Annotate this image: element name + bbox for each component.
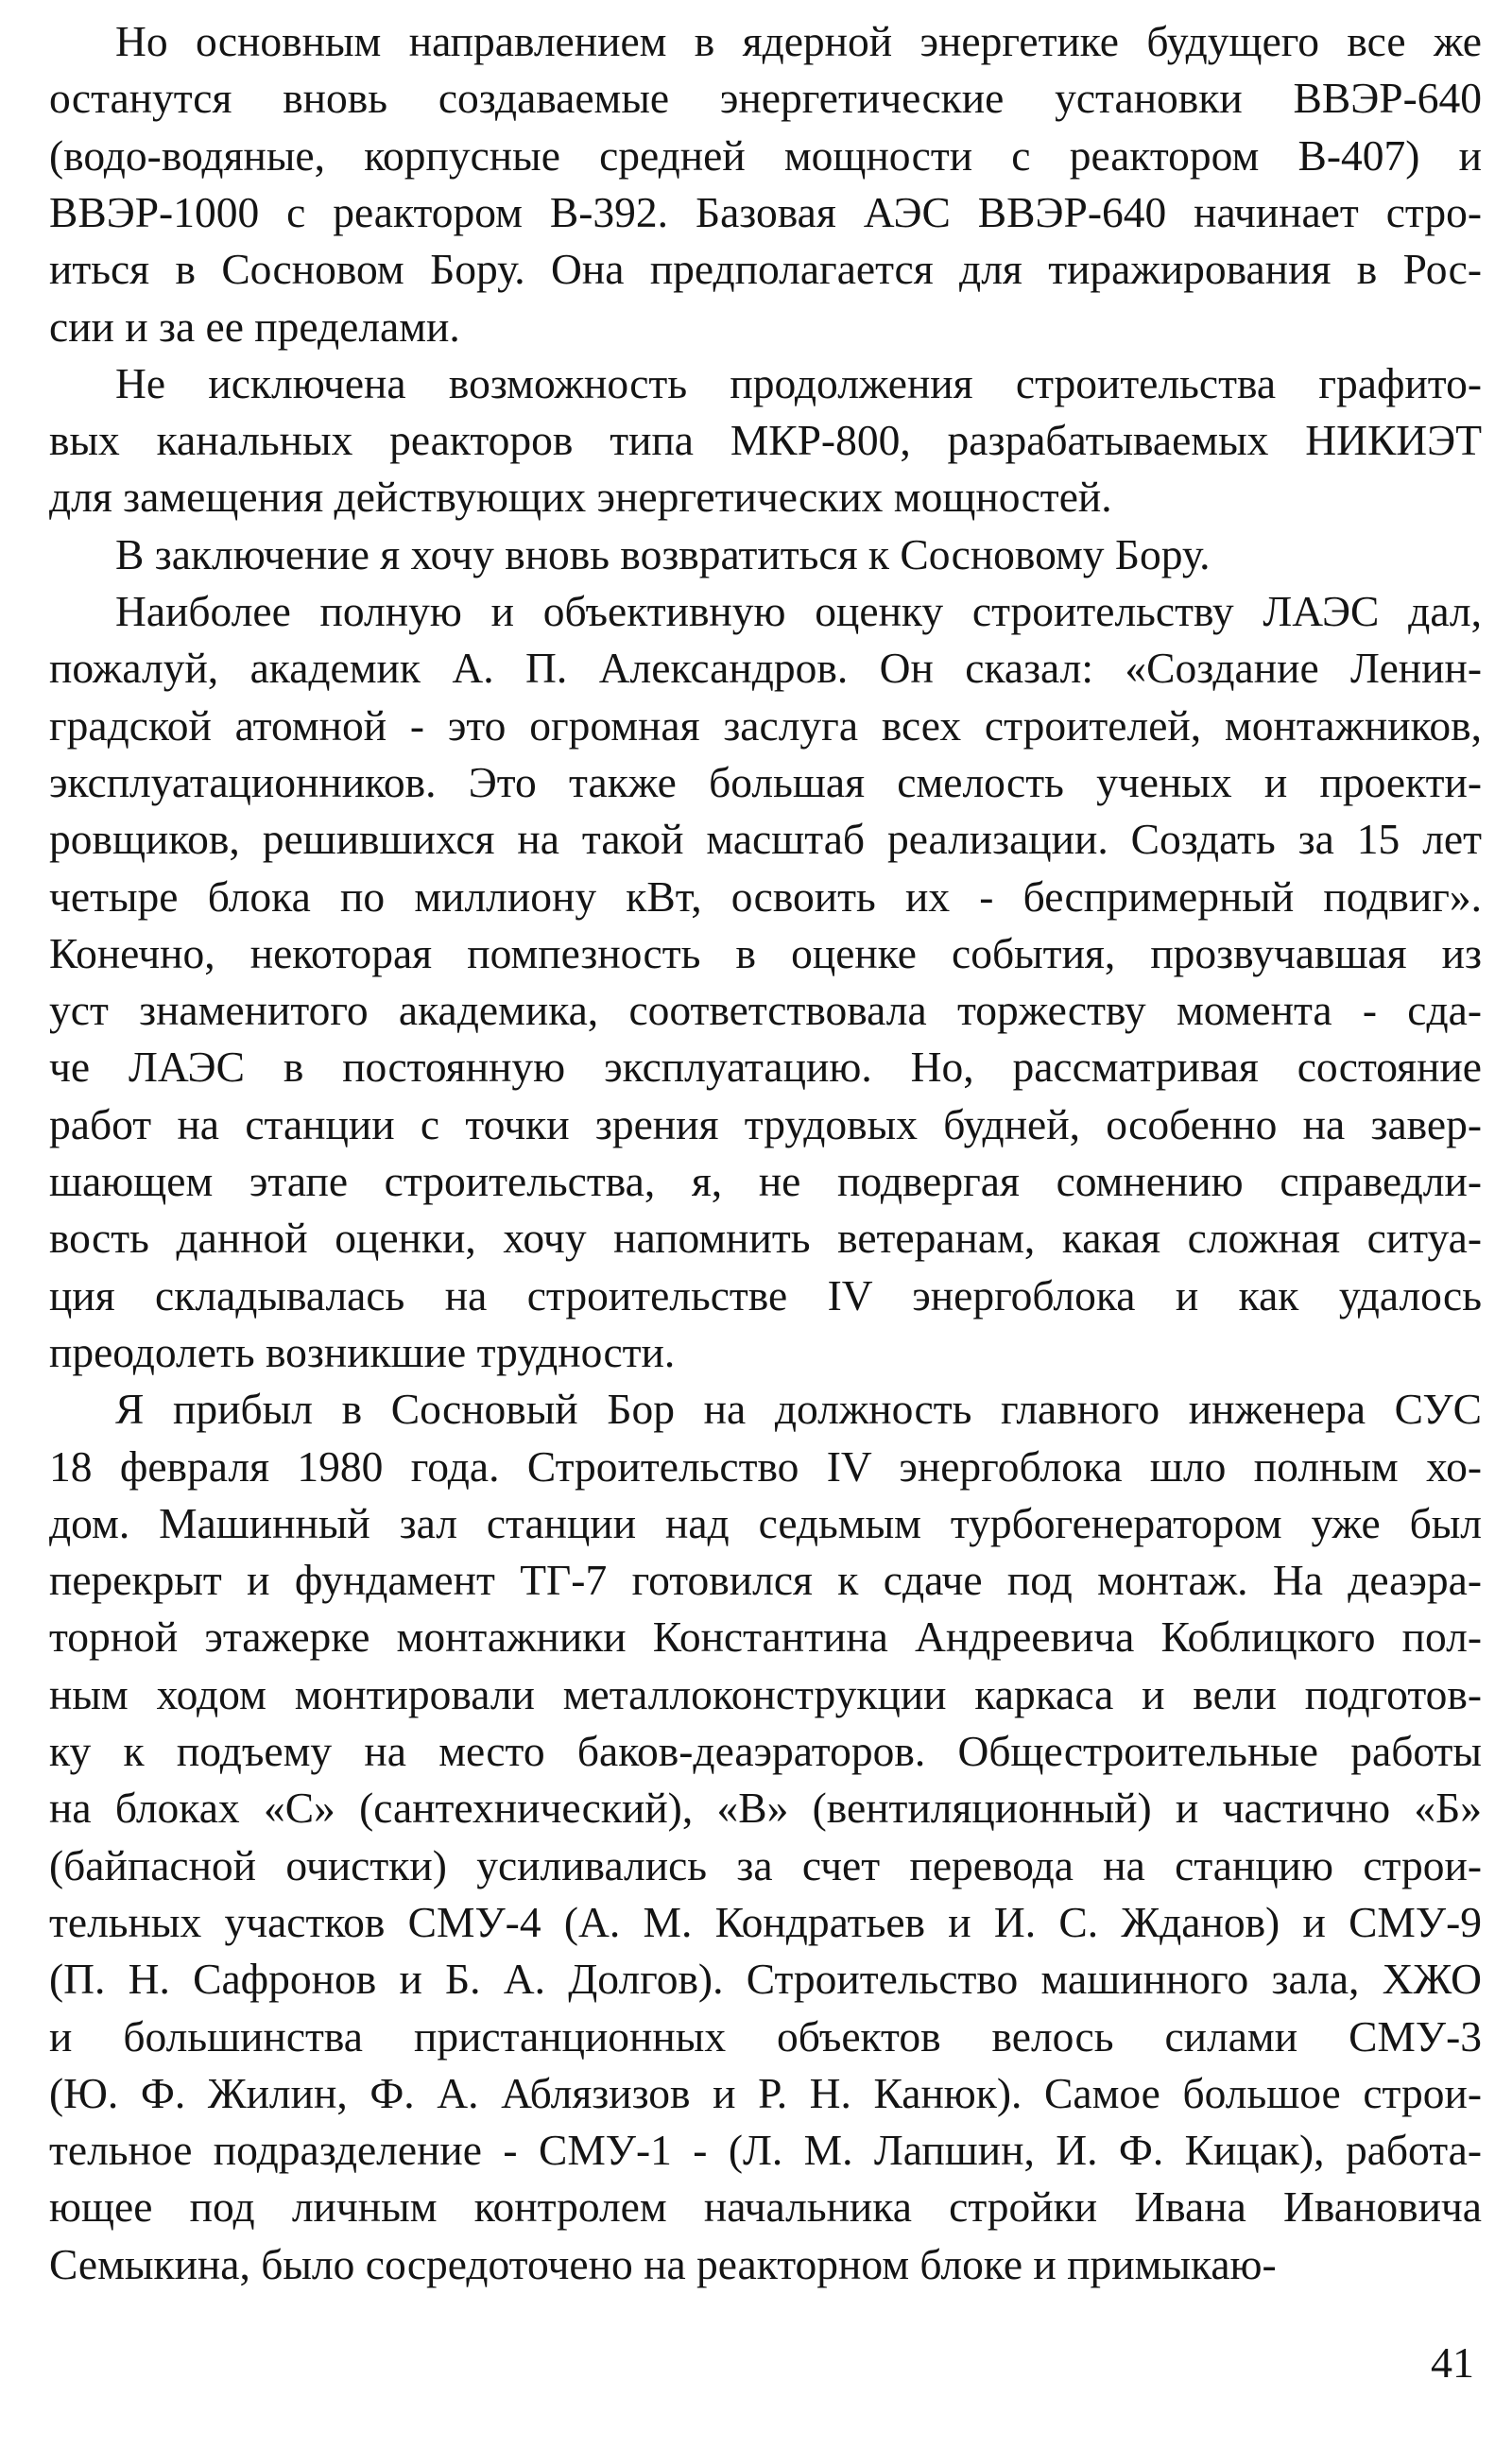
text-line: на блоках «С» (сантехнический), «В» (вентиляционный) и частично «Б» — [49, 1784, 1482, 1833]
text-line: ным ходом монтировали металлоконструкции каркаса и вели подготов- — [49, 1669, 1482, 1718]
text-line: Конечно, некоторая помпезность в оценке события, прозвучавшая из — [49, 928, 1482, 977]
text-line: 18 февраля 1980 года. Строительство IV энергоблока шло полным хо- — [49, 1441, 1482, 1491]
text-line: останутся вновь создаваемые энергетические установки ВВЭР-640 — [49, 74, 1482, 123]
text-line: ция складывалась на строительстве IV энергоблока и как удалось — [49, 1270, 1482, 1319]
text-line: Наиболее полную и объективную оценку строительству ЛАЭС дал, — [115, 587, 1482, 635]
text-line: сии и за ее пределами. — [49, 302, 460, 351]
text-line: перекрыт и фундамент ТГ-7 готовился к сдаче под монтаж. На деаэра- — [49, 1556, 1482, 1605]
text-line: (П. Н. Сафронов и Б. А. Долгов). Строительство машинного зала, ХЖО — [49, 1955, 1482, 2004]
text-line: градской атомной - это огромная заслуга всех строителей, монтажников, — [49, 700, 1482, 750]
text-line: ровщиков, решившихся на такой масштаб реализации. Создать за 15 лет — [49, 815, 1482, 864]
text-line: пожалуй, академик А. П. Александров. Он сказал: «Создание Ленин- — [49, 644, 1482, 693]
text-line: ВВЭР-1000 с реактором В-392. Базовая АЭС ВВЭР-640 начинает стро- — [49, 187, 1482, 236]
text-line: иться в Сосновом Бору. Она предполагается для тиражирования в Рос- — [49, 245, 1482, 294]
text-line: дом. Машинный зал станции над седьмым турбогенератором уже был — [49, 1498, 1482, 1547]
text-line: (байпасной очистки) усиливались за счет перевода на станцию строи- — [49, 1840, 1482, 1889]
text-line: эксплуатационников. Это также большая смелость ученых и проекти- — [49, 757, 1482, 806]
text-line: работ на станции с точки зрения трудовых будней, особенно на завер- — [49, 1099, 1482, 1148]
page-number: 41 — [1431, 2338, 1474, 2387]
text-line: тельное подразделение - СМУ-1 - (Л. М. Лапшин, И. Ф. Кицак), работа- — [49, 2126, 1482, 2175]
text-line: че ЛАЭС в постоянную эксплуатацию. Но, рассматривая состояние — [49, 1043, 1482, 1092]
text-line: Но основным направлением в ядерной энергетике будущего все же — [115, 17, 1482, 65]
text-line: для замещения действующих энергетических мощностей. — [49, 473, 1112, 522]
text-line: (Ю. Ф. Жилин, Ф. А. Аблязизов и Р. Н. Канюк). Самое большое строи- — [49, 2068, 1482, 2117]
text-line: ющее под личным контролем начальника стройки Ивана Ивановича — [49, 2182, 1482, 2232]
text-line: тельных участков СМУ-4 (А. М. Кондратьев и И. С. Жданов) и СМУ-9 — [49, 1897, 1482, 1946]
text-line: шающем этапе строительства, я, не подвергая сомнению справедли- — [49, 1157, 1482, 1205]
text-line: вых канальных реакторов типа МКР-800, разрабатываемых НИКИЭТ — [49, 416, 1482, 465]
text-line: Семыкина, было сосредоточено на реакторном блоке и примыкаю- — [49, 2239, 1277, 2288]
text-line: уст знаменитого академика, соответствовала торжеству момента - сда- — [49, 986, 1482, 1035]
text-line: Не исключена возможность продолжения строительства графито- — [115, 358, 1482, 407]
text-line: ку к подъему на место баков-деаэраторов. Общестроительные работы — [49, 1727, 1482, 1775]
text-line: В заключение я хочу вновь возвратиться к Сосновому Бору. — [115, 529, 1211, 578]
text-line: Я прибыл в Сосновый Бор на должность главного инженера СУС — [115, 1385, 1482, 1434]
text-line: (водо-водяные, корпусные средней мощности с реактором В-407) и — [49, 130, 1482, 180]
text-line: вость данной оценки, хочу напомнить ветеранам, какая сложная ситуа- — [49, 1214, 1482, 1263]
text-line: и большинства пристанционных объектов велось силами СМУ-3 — [49, 2011, 1482, 2061]
text-line: торной этажерке монтажники Константина Андреевича Коблицкого пол- — [49, 1613, 1482, 1662]
text-line: преодолеть возникшие трудности. — [49, 1327, 676, 1376]
text-line: четыре блока по миллиону кВт, освоить их - беспримерный подвиг». — [49, 871, 1482, 921]
